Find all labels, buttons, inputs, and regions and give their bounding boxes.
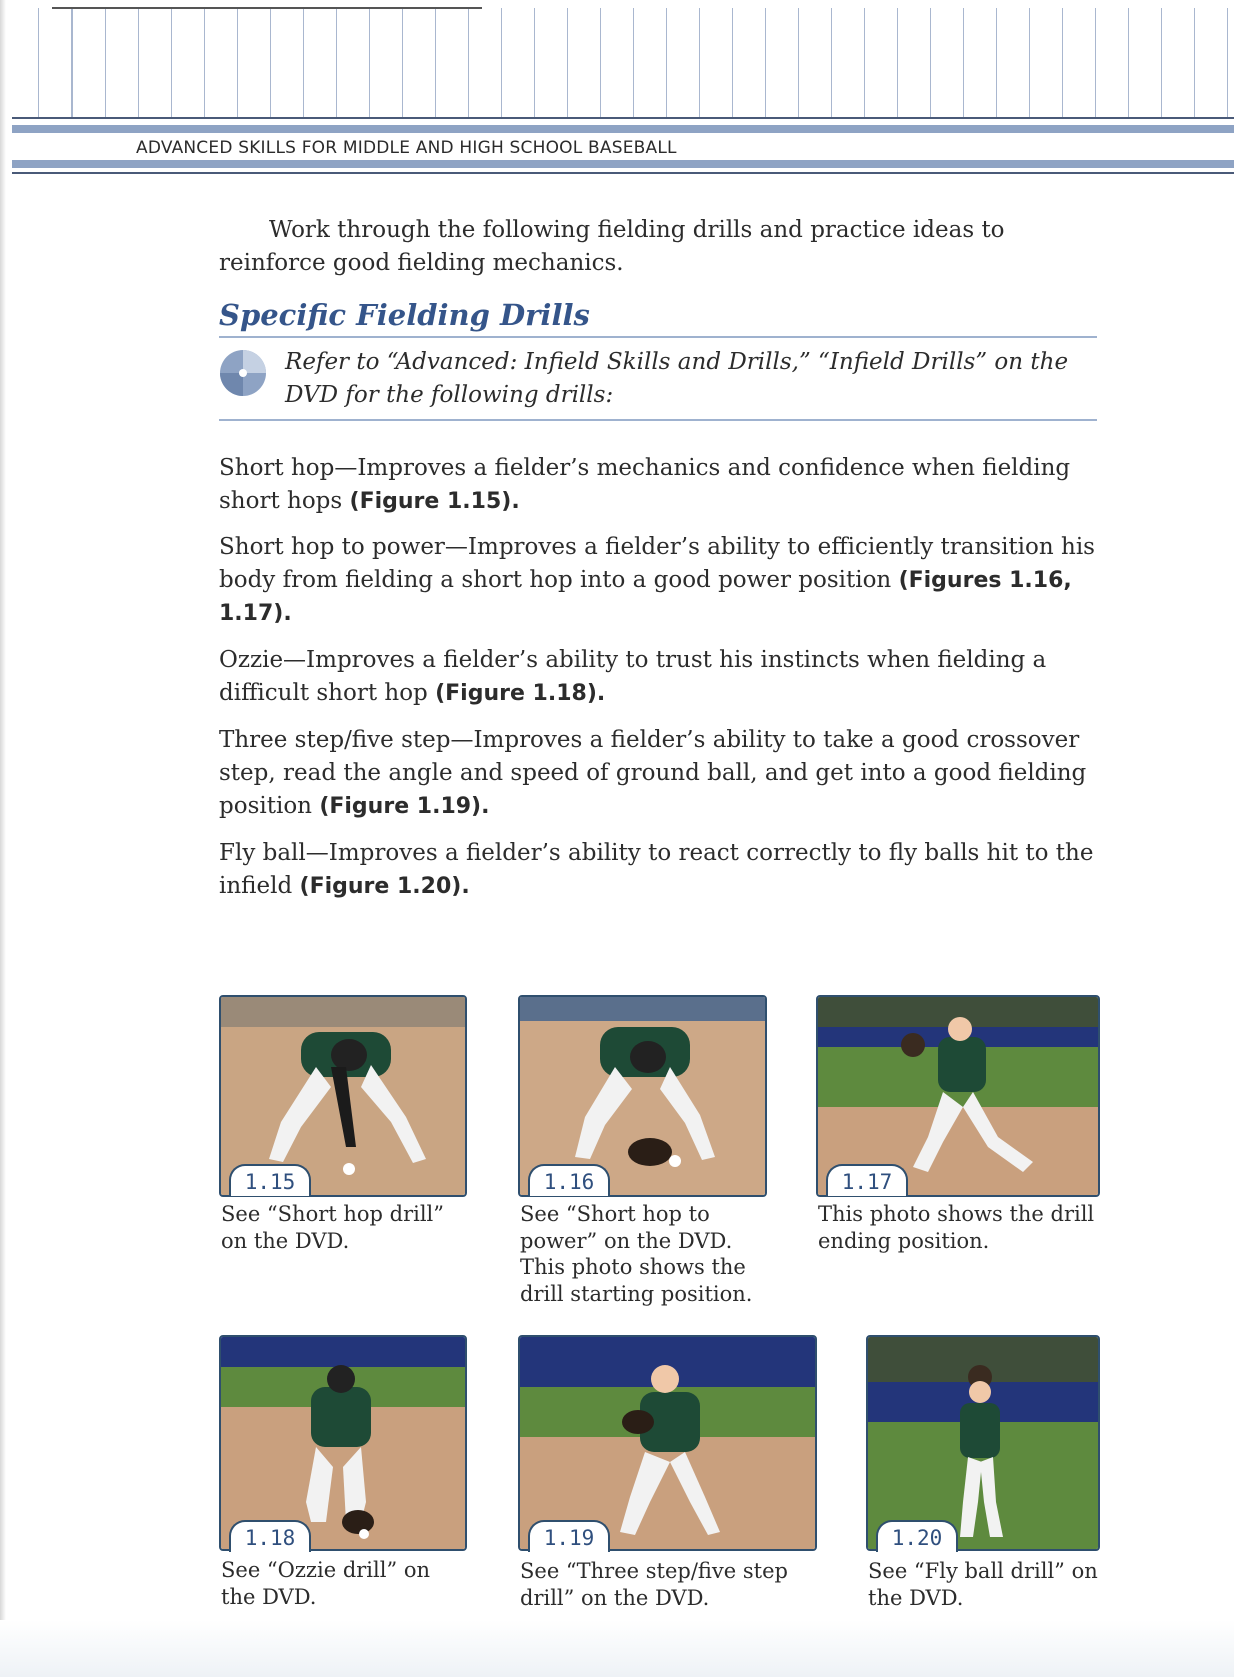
page-edge-shadow [0,0,6,1677]
figure-reference: (Figure 1.20). [299,874,470,899]
drill-item [219,837,1099,903]
figure-number-tab: 1.18 [229,1520,311,1552]
figure-caption: See “Three step/five step drill” on the DVD. [520,1559,788,1610]
figure-reference: (Figure 1.18). [435,681,606,706]
figure-photo-1-18 [219,1335,467,1551]
figure-number-tab: 1.17 [826,1164,908,1196]
drill-item [219,724,1099,823]
drill-item [219,452,1099,518]
page-bottom-fade [0,1620,1234,1677]
header-top-rule [52,7,482,9]
figure-caption: See “Fly ball drill” on the DVD. [868,1559,1098,1610]
figure-caption: This photo shows the drill ending position. [818,1202,1095,1253]
figure-caption: See “Ozzie drill” on the DVD. [221,1558,431,1609]
figure-caption: See “Short hop drill” on the DVD. [221,1202,445,1253]
figure-photo-1-19 [518,1335,817,1551]
figure-number-tab: 1.16 [528,1164,610,1196]
figure-number-tab: 1.19 [528,1520,610,1552]
drill-text: Three step/five step—Improves a fielder’s ability to take a good crossover step, read the angle and speed of ground ball, and get into a good fielding position [219,727,1087,819]
drill-text: Short hop to power—Improves a fielder’s ability to efficiently transition his body from fielding a short hop into a good power position [219,534,1095,593]
drill-text: Short hop—Improves a fielder’s mechanics and confidence when fielding short hops [219,455,1071,514]
dvd-reference-note: Refer to “Advanced: Infield Skills and Drills,” “Infield Drills” on the DVD for the following drills: [285,349,1069,408]
figure-caption: See “Short hop to power” on the DVD. This photo shows the drill starting position. [520,1202,753,1306]
figure-reference: (Figure 1.15). [349,489,520,514]
dvd-icon [219,349,267,397]
header-rule [12,117,1234,119]
section-rule [219,336,1097,338]
figure-photo-1-20 [866,1335,1100,1551]
figure-number-tab: 1.20 [876,1520,958,1552]
running-head: ADVANCED SKILLS FOR MIDDLE AND HIGH SCHOOL BASEBALL [136,138,677,158]
drill-item [219,531,1099,630]
header-band [12,160,1234,168]
section-title: Specific Fielding Drills [219,298,590,332]
header-band [12,125,1234,133]
section-rule [219,419,1097,421]
intro-paragraph: Work through the following fielding drills and practice ideas to reinforce good fielding mechanics. [219,217,1005,276]
figure-reference: (Figure 1.19). [319,794,490,819]
drill-item [219,644,1099,710]
header-grid-pattern [12,8,1234,118]
figure-reference: (Figures 1.16, 1.17). [219,568,1072,626]
drill-text: Fly ball—Improves a fielder’s ability to react correctly to fly balls hit to the infield [219,840,1094,899]
drill-text: Ozzie—Improves a fielder’s ability to trust his instincts when fielding a difficult short hop [219,647,1047,706]
header-rule [12,172,1234,174]
figure-number-tab: 1.15 [229,1164,311,1196]
